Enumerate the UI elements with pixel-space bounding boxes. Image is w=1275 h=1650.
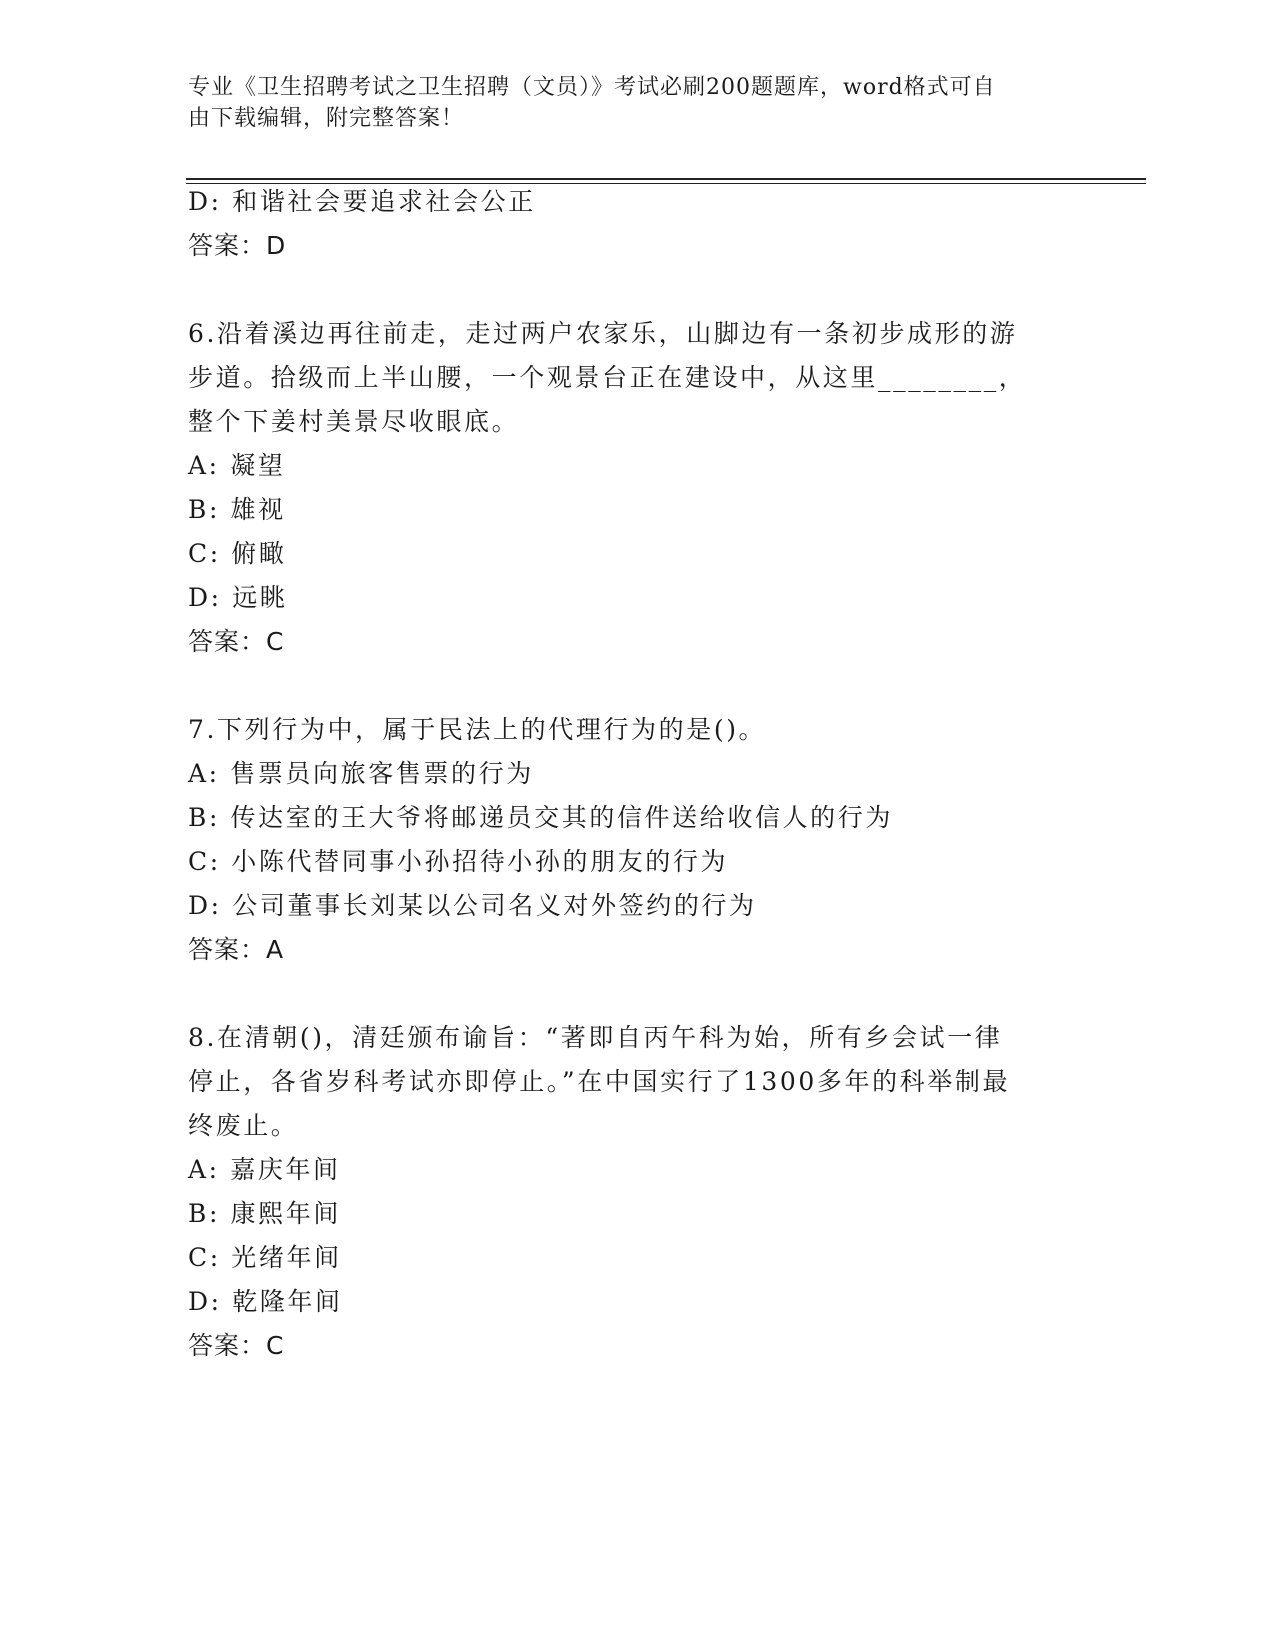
header-divider-thick: [186, 178, 1146, 180]
q8-option-a: A: 嘉庆年间: [188, 1155, 341, 1184]
q5-answer: 答案：D: [188, 231, 287, 260]
q7-answer: 答案：A: [188, 935, 285, 964]
q8-option-d: D: 乾隆年间: [188, 1287, 343, 1316]
header-line-2: 由下载编辑，附完整答案！: [188, 106, 465, 131]
q6-option-c: C: 俯瞰: [188, 539, 287, 568]
q5-option-d: D: 和谐社会要追求社会公正: [188, 187, 536, 216]
q7-option-d: D: 公司董事长刘某以公司名义对外签约的行为: [188, 891, 757, 920]
q6-stem-line-3: 整个下姜村美景尽收眼底。: [188, 407, 520, 436]
q6-option-a: A: 凝望: [188, 451, 286, 480]
q7-option-b: B: 传达室的王大爷将邮递员交其的信件送给收信人的行为: [188, 803, 893, 832]
header-line-1: 专业《卫生招聘考试之卫生招聘（文员）》考试必刷200题题库，word格式可自: [188, 75, 996, 100]
q8-stem-line-1: 8.在清朝()，清廷颁布谕旨：“著即自丙午科为始，所有乡会试一律: [188, 1023, 1003, 1052]
q6-answer: 答案：C: [188, 627, 285, 656]
q6-stem-line-1: 6.沿着溪边再往前走，走过两户农家乐，山脚边有一条初步成形的游: [188, 319, 1018, 348]
q8-option-c: C: 光绪年间: [188, 1243, 342, 1272]
q8-stem-line-2: 停止，各省岁科考试亦即停止。”在中国实行了1300多年的科举制最: [188, 1067, 1011, 1096]
q8-option-b: B: 康熙年间: [188, 1199, 341, 1228]
q8-stem-line-3: 终废止。: [188, 1111, 299, 1140]
document-header: [188, 72, 1068, 134]
q6-option-d: D: 远眺: [188, 583, 288, 612]
q7-option-c: C: 小陈代替同事小孙招待小孙的朋友的行为: [188, 847, 729, 876]
header-divider-thin: [186, 183, 1146, 184]
q8-answer: 答案：C: [188, 1331, 285, 1360]
q7-stem-line-1: 7.下列行为中，属于民法上的代理行为的是()。: [188, 715, 767, 744]
q6-option-b: B: 雄视: [188, 495, 286, 524]
q7-option-a: A: 售票员向旅客售票的行为: [188, 759, 534, 788]
q6-stem-line-2: 步道。拾级而上半山腰，一个观景台正在建设中，从这里________，: [188, 363, 1027, 392]
